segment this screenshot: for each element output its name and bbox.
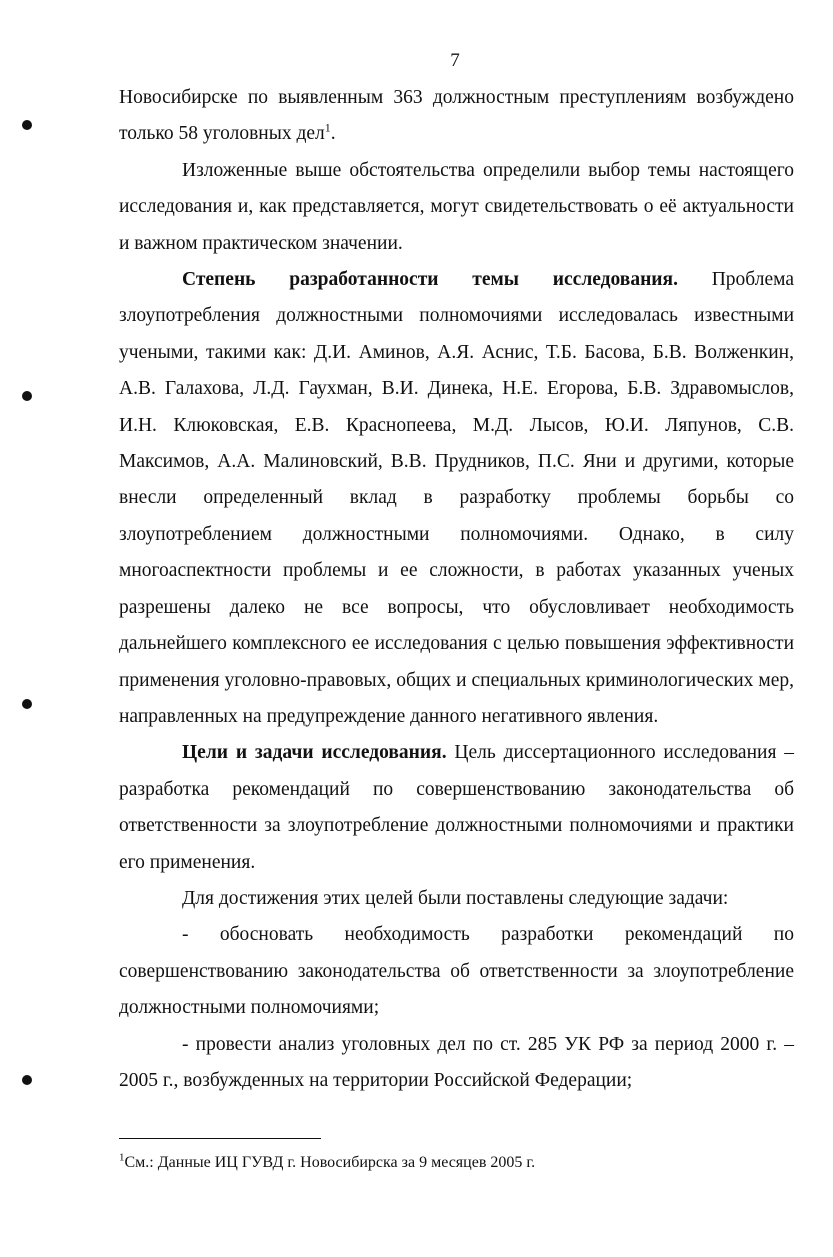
paragraph-tasks-intro <box>119 881 794 917</box>
footnote-mark: 1 <box>119 1151 125 1164</box>
footnote-text: См.: Данные ИЦ ГУВД г. Новосибирска за 9 месяцев 2005 г. <box>124 1154 536 1171</box>
footnote-separator <box>119 1138 321 1139</box>
paragraph-text: Для достижения этих целей были поставлены следующие задачи: <box>182 887 729 909</box>
paragraph-text: Новосибирске по выявленным 363 должностным преступлениям возбуждено только 58 уголовных дел <box>119 87 794 145</box>
footnote <box>119 1152 794 1174</box>
paragraph-text: Цель диссертационного исследования – разработка рекомендаций по совершенствованию законодательства об ответственности за злоупотребление должностными полномочиями и практики его применения. <box>119 742 795 873</box>
paragraph-relevance <box>119 153 794 262</box>
list-item-task-1 <box>119 917 794 1026</box>
paragraph-text: Проблема злоупотребления должностными полномочиями исследовалась известными учеными, такими как: Д.И. Аминов, А.Я. Аснис, Т.Б. Басова, Б.В. Волженкин, А.В. Галахова, Л.Д. Гаухман, В.И. Динека, Н.Е. Егорова, Б.В. Здравомыслов, И.Н. Клюковская, Е.В. Краснопеева, М.Д. Лысов, Ю.И. Ляпунов, С.В. Максимов, А.А. Малиновский, В.В. Прудников, П.С. Яни и другими, которые внесли определенный вклад в разработку проблемы борьбы со злоупотреблением должностными полномочиями. Однако, в силу многоаспектности проблемы и ее сложности, в работах указанных ученых разрешены далеко не все вопросы, что обусловливает необходимость дальнейшего комплексного ее исследования с целью повышения эффективности применения уголовно-правовых, общих и специальных криминологических мер, направленных на предупреждение данного негативного явления. <box>119 269 794 727</box>
paragraph-text: Изложенные выше обстоятельства определили выбор темы настоящего исследования и, как представляется, могут свидетельствовать о её актуальности и важном практическом значении. <box>119 159 794 254</box>
section-heading-degree: Степень разработанности темы исследования. <box>182 269 678 291</box>
paragraph-intro-continuation <box>119 80 794 153</box>
binder-hole <box>22 391 32 401</box>
document-body <box>119 80 794 1099</box>
list-item-task-2 <box>119 1027 794 1100</box>
binder-hole <box>22 699 32 709</box>
paragraph-tail: . <box>330 123 336 145</box>
binder-hole <box>22 120 32 130</box>
paragraph-degree-of-research <box>119 262 794 735</box>
page-number: 7 <box>450 50 460 71</box>
paragraph-text: - провести анализ уголовных дел по ст. 285 УК РФ за период 2000 г. – 2005 г., возбужденных на территории Российской Федерации; <box>119 1033 794 1091</box>
paragraph-goals <box>119 735 794 881</box>
binder-hole <box>22 1075 32 1085</box>
footnote-reference: 1 <box>324 120 331 135</box>
section-heading-goals: Цели и задачи исследования. <box>182 742 447 764</box>
paragraph-text: - обосновать необходимость разработки рекомендаций по совершенствованию законодательства об ответственности за злоупотребление должностными полномочиями; <box>119 924 794 1019</box>
